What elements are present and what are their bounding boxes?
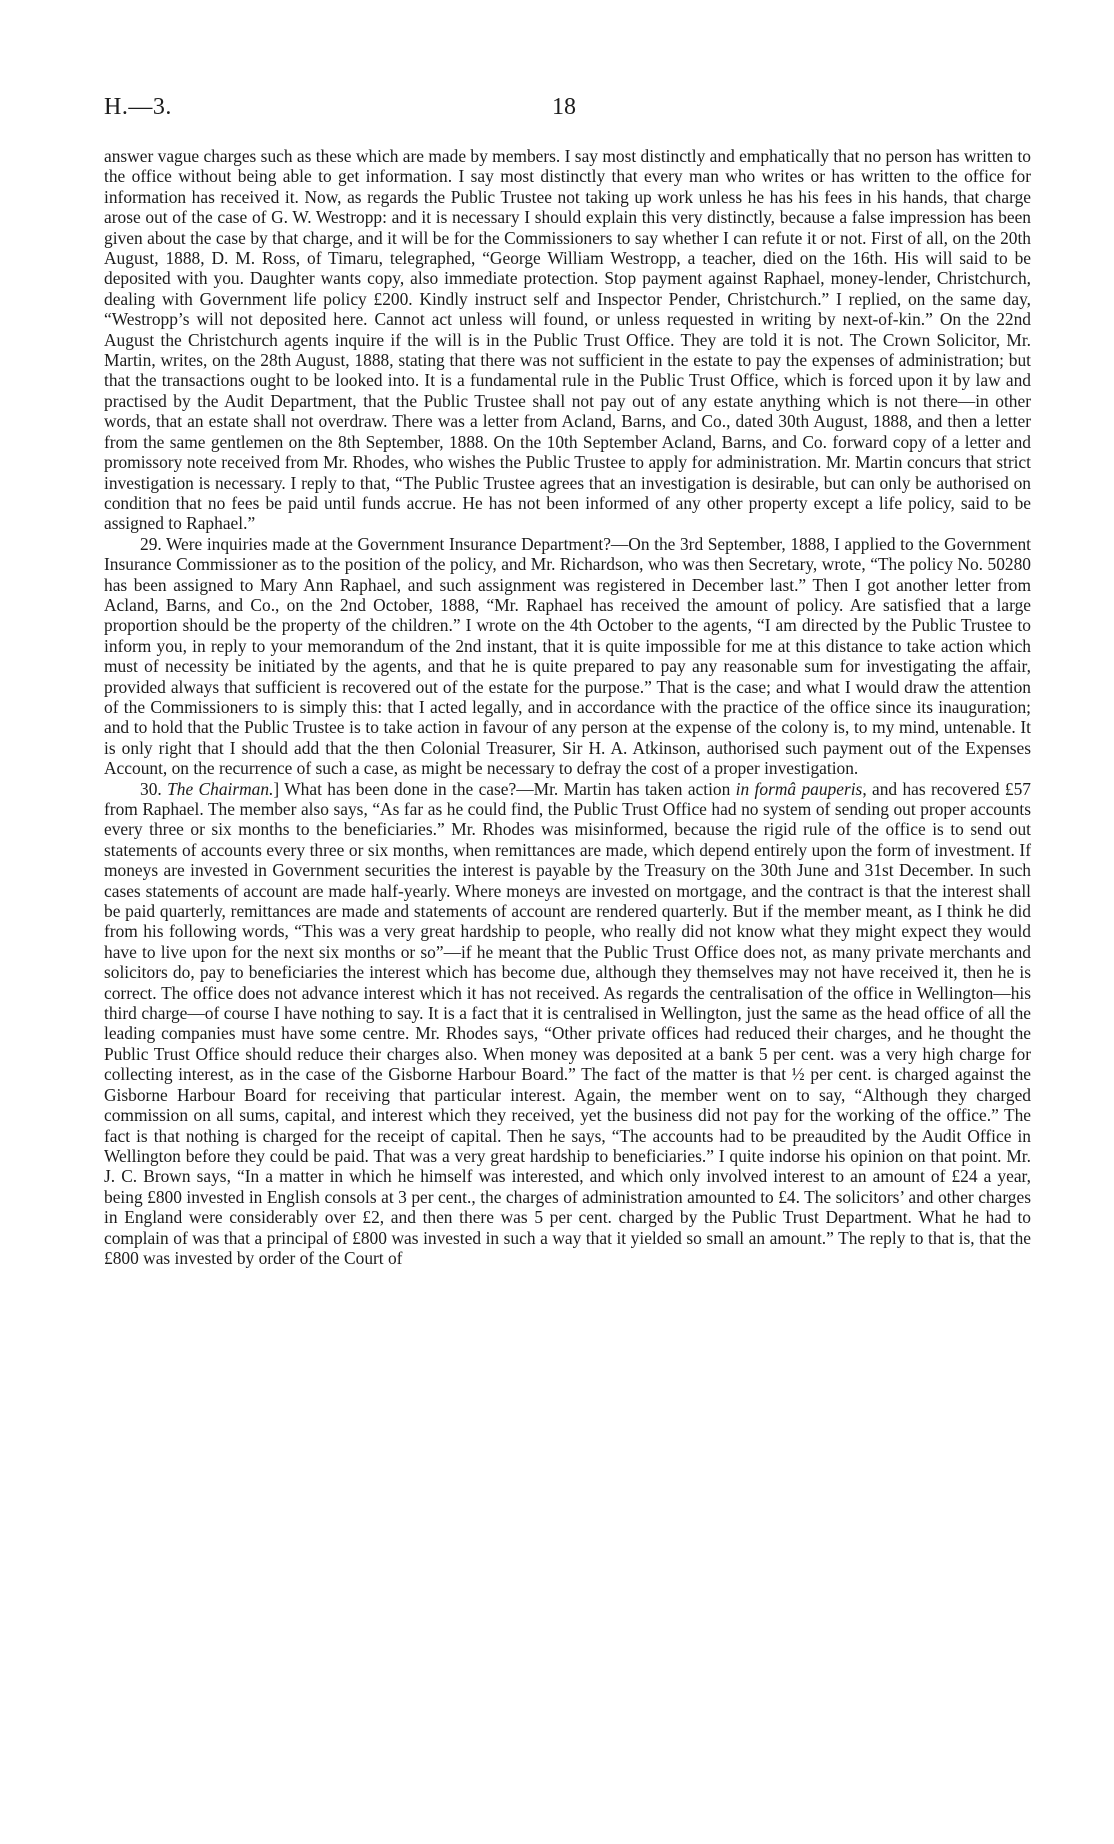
paragraph-p2 xyxy=(104,534,1031,779)
page-header xyxy=(104,94,1034,124)
paragraph-p1 xyxy=(104,146,1031,534)
paragraph-p3 xyxy=(104,779,1031,1269)
italic-text: The Chairman. xyxy=(167,778,274,799)
body-text xyxy=(104,146,1031,1268)
document-reference: H.—3. xyxy=(104,94,172,120)
text-segment: , and has recovered £57 from Raphael. The member also says, “As far as he could find, the Public Trust Office had no system of sending out proper accounts every three or six months to the beneficiaries.” Mr. Rhodes was misinformed, because the rigid rule of the office is to send out statements of accounts every three or six months, when remittances are made, which depend entirely upon the form of investment. If moneys are invested in Government securities the interest is payable by the Treasury on the 30th June and 31st December. In such cases statements of account are made half-yearly. Where moneys are invested on mortgage, and the contract is that the interest shall be paid quarterly, remittances are made and statements of account are rendered quarterly. But if the member meant, as I think he did from his following words, “This was a very great hardship to people, who really did not know what they might expect they would have to live upon for the next six months or so”—if he meant that the Public Trust Office does not, as many private merchants and solicitors do, pay to beneficiaries the interest which has become due, although they themselves may not have received it, then he is correct. The office does not advance interest which it has not received. As regards the centralisation of the office in Wellington—his third charge—of course I have nothing to say. It is a fact that it is centralised in Wellington, just the same as the head office of all the leading companies must have some centre. Mr. Rhodes says, “Other private offices had reduced their charges, and he thought the Public Trust Office should reduce their charges also. When money was deposited at a bank 5 per cent. was a very high charge for collecting interest, as in the case of the Gisborne Harbour Board.” The fact of the matter is that ½ per cent. is charged against the Gisborne Harbour Board for receiving that particular interest. Again, the member went on to say, “Although they charged commission on all sums, capital, and interest which they received, yet the business did not pay for the working of the office.” The fact is that nothing is charged for the receipt of capital. Then he says, “The accounts had to be preaudited by the Audit Office in Wellington before they could be paid. That was a very great hardship to beneficiaries.” I quite indorse his opinion on that point. Mr. J. C. Brown says, “In a matter in which he himself was interested, and which only involved interest to an amount of £24 a year, being £800 invested in English consols at 3 per cent., the charges of administration amounted to £4. The solicitors’ and other charges in England were considerably over £2, and then there was 5 per cent. charged by the Public Trust Department. What he had to complain of was that a principal of £800 was invested in such a way that it yielded so small an amount.” The reply to that is, that the £800 was invested by order of the Court of xyxy=(104,778,1031,1268)
page-number: 18 xyxy=(552,94,576,120)
text-segment: 29. Were inquiries made at the Government Insurance Department?—On the 3rd September, 1888, I applied to the Government Insurance Commissioner as to the position of the policy, and Mr. Richardson, who was then Secretary, wrote, “The policy No. 50280 has been assigned to Mary Ann Raphael, and such assignment was registered in December last.” Then I got another letter from Acland, Barns, and Co., on the 2nd October, 1888, “Mr. Raphael has received the amount of policy. Are satisfied that a large proportion should be the property of the children.” I wrote on the 4th October to the agents, “I am directed by the Public Trustee to inform you, in reply to your memorandum of the 2nd instant, that it is quite impossible for me at this distance to take action which must of necessity be initiated by the agents, and that he is quite prepared to pay any reasonable sum for investigating the affair, provided always that sufficient is recovered out of the estate for the purpose.” That is the case; and what I would draw the attention of the Commissioners to is simply this: that I acted legally, and in accordance with the practice of the office since its inauguration; and to hold that the Public Trustee is to take action in favour of any person at the expense of the colony is, to my mind, untenable. It is only right that I should add that the then Colonial Treasurer, Sir H. A. Atkinson, authorised such payment out of the Expenses Account, on the recurrence of such a case, as might be necessary to defray the cost of a proper investigation. xyxy=(104,533,1031,779)
text-segment: answer vague charges such as these which are made by members. I say most distinctly and emphatically that no person has written to the office without being able to get information. I say most distinctly that every man who writes or has written to the office for information has received it. Now, as regards the Public Trustee not taking up work unless he has his fees in his hands, that charge arose out of the case of G. W. Westropp: and it is necessary I should explain this very distinctly, because a false impression has been given about the case by that charge, and it will be for the Commissioners to say whether I can refute it or not. First of all, on the 20th August, 1888, D. M. Ross, of Timaru, telegraphed, “George William Westropp, a teacher, died on the 16th. His will said to be deposited with you. Daughter wants copy, also immediate protection. Stop payment against Raphael, money-lender, Christchurch, dealing with Government life policy £200. Kindly instruct self and Inspector Pender, Christchurch.” I replied, on the same day, “Westropp’s will not deposited here. Cannot act unless will found, or unless requested in writing by next-of-kin.” On the 22nd August the Christchurch agents inquire if the will is in the Public Trust Office. They are told it is not. The Crown Solicitor, Mr. Martin, writes, on the 28th August, 1888, stating that there was not sufficient in the estate to pay the expenses of administration; but that the transactions ought to be looked into. It is a fundamental rule in the Public Trust Office, which is forced upon it by law and practised by the Audit Department, that the Public Trustee shall not pay out of any estate anything which is not there—in other words, that an estate shall not overdraw. There was a letter from Acland, Barns, and Co., dated 30th August, 1888, and then a letter from the same gentlemen on the 8th September, 1888. On the 10th September Acland, Barns, and Co. forward copy of a letter and promissory note received from Mr. Rhodes, who wishes the Public Trustee to apply for administration. Mr. Martin concurs that strict investigation is necessary. I reply to that, “The Public Trustee agrees that an investigation is desirable, but can only be authorised on condition that no fees be paid until funds accrue. He has not been informed of any other property except a life policy, said to be assigned to Raphael.” xyxy=(104,146,1031,534)
text-segment: 30. xyxy=(140,778,168,799)
text-segment: ] What has been done in the case?—Mr. Martin has taken action xyxy=(273,778,736,799)
italic-text: in formâ pauperis xyxy=(735,778,863,799)
